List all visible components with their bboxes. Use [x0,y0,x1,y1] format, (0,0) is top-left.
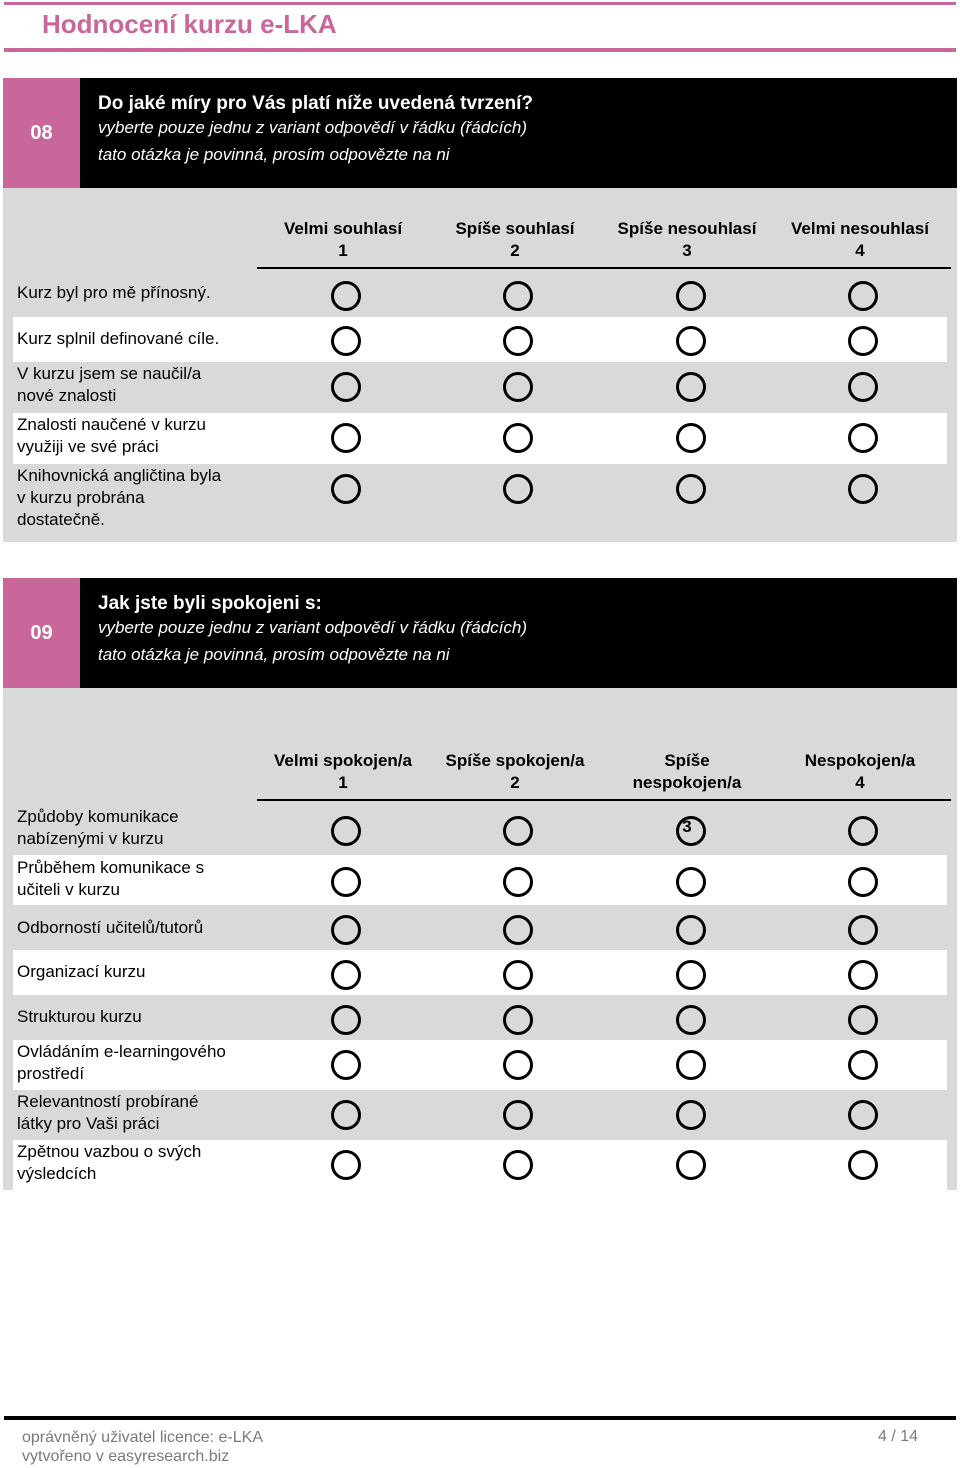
question-required-note: tato otázka je povinná, prosím odpovězte na ni [98,645,450,664]
row-label: Kurz byl pro mě přínosný. [17,283,211,302]
question-title: Jak jste byli spokojeni s: [98,593,322,614]
question-title: Do jaké míry pro Vás platí níže uvedená tvrzení? [98,93,534,114]
radio-option-1[interactable] [331,1005,361,1035]
footer-created: vytvořeno v easyresearch.biz [22,1448,230,1465]
row-label: Průběhem komunikace s učiteli v kurzu [17,858,205,899]
radio-option-1[interactable] [331,326,361,356]
matrix-row [13,362,947,413]
row-label: Knihovnická angličtina byla v kurzu probrána dostatečně. [17,466,222,529]
matrix-row [13,317,947,362]
column-header-3 [601,218,773,262]
radio-option-1[interactable] [331,816,361,846]
matrix-row [13,950,947,995]
column-label: Spíše souhlasí [455,219,575,238]
question-09 [3,578,957,1190]
radio-option-4[interactable] [848,1150,878,1180]
radio-option-1[interactable] [331,474,361,504]
radio-option-4[interactable] [848,1100,878,1130]
column-number: 1 [338,773,348,792]
column-number: 4 [855,241,865,260]
radio-option-1[interactable] [331,915,361,945]
column-number: 2 [510,241,520,260]
radio-option-4[interactable] [848,1005,878,1035]
column-number: 1 [338,241,348,260]
matrix-row [13,1140,947,1190]
radio-option-4[interactable] [848,867,878,897]
column-number: 3 [682,817,692,836]
radio-option-4[interactable] [848,960,878,990]
radio-option-2[interactable] [503,1150,533,1180]
question-08 [3,78,957,542]
question-instruction: vyberte pouze jednu z variant odpovědí v řádku (řádcích) [98,118,528,137]
radio-option-3[interactable] [676,372,706,402]
radio-option-1[interactable] [331,1050,361,1080]
radio-option-3[interactable] [676,1050,706,1080]
radio-option-2[interactable] [503,423,533,453]
column-header-2 [429,750,601,794]
column-header-rule [257,267,951,269]
column-header-2 [429,218,601,262]
column-header-4 [774,750,946,794]
radio-option-1[interactable] [331,372,361,402]
column-header-4 [774,218,946,262]
column-header-1 [257,750,429,794]
question-header [3,78,957,188]
matrix-row [13,464,947,534]
footer-page-number: 4 / 14 [877,1428,918,1445]
radio-option-2[interactable] [503,915,533,945]
radio-option-3[interactable] [676,1005,706,1035]
radio-option-2[interactable] [503,1005,533,1035]
radio-option-2[interactable] [503,960,533,990]
row-label: Způdoby komunikace nabízenými v kurzu [17,807,179,848]
matrix-row [13,1040,947,1090]
radio-option-2[interactable] [503,326,533,356]
radio-option-2[interactable] [503,474,533,504]
page-title: Hodnocení kurzu e-LKA [42,9,337,39]
radio-option-3[interactable] [676,326,706,356]
column-label: Nespokojen/a [804,751,916,770]
question-instruction: vyberte pouze jednu z variant odpovědí v řádku (řádcích) [98,618,528,637]
radio-option-1[interactable] [331,867,361,897]
question-number: 09 [3,578,80,688]
radio-option-3[interactable] [676,816,706,846]
footer-rule [4,1416,956,1420]
top-accent-rule-upper [4,2,956,5]
matrix-row [13,804,947,855]
column-label: Velmi nesouhlasí [791,219,929,238]
row-label: Zpětnou vazbou o svých výsledcích [17,1142,202,1183]
column-label: Velmi spokojen/a [274,751,412,770]
radio-option-1[interactable] [331,281,361,311]
row-label: Ovládáním e-learningového prostředí [17,1042,226,1083]
column-label: Spíše nesouhlasí [617,219,757,238]
column-number: 2 [510,773,520,792]
row-label: Strukturou kurzu [17,1007,142,1026]
radio-option-4[interactable] [848,816,878,846]
row-label: V kurzu jsem se naučil/a nové znalosti [17,364,202,405]
radio-option-4[interactable] [848,423,878,453]
radio-option-3[interactable] [676,474,706,504]
column-header-rule [257,799,951,801]
matrix-row [13,1090,947,1140]
column-header-1 [257,218,429,262]
column-number: 4 [855,773,865,792]
radio-option-1[interactable] [331,1100,361,1130]
radio-option-3[interactable] [676,281,706,311]
radio-option-3[interactable] [676,1150,706,1180]
matrix-row [13,995,947,1040]
radio-option-3[interactable] [676,1100,706,1130]
radio-option-2[interactable] [503,1050,533,1080]
question-number: 08 [3,78,80,188]
top-accent-rule-lower [4,48,956,52]
row-label: Kurz splnil definované cíle. [17,329,220,348]
column-label: Velmi souhlasí [283,219,403,238]
radio-option-4[interactable] [848,915,878,945]
question-required-note: tato otázka je povinná, prosím odpovězte na ni [98,145,450,164]
row-label: Znalosti naučené v kurzu využiji ve své práci [17,415,206,456]
row-label: Odborností učitelů/tutorů [17,918,204,937]
radio-option-2[interactable] [503,816,533,846]
question-text [98,92,533,167]
radio-option-3[interactable] [676,867,706,897]
footer-license: oprávněný uživatel licence: e-LKA [22,1429,264,1446]
radio-option-2[interactable] [503,372,533,402]
radio-option-3[interactable] [676,423,706,453]
radio-option-2[interactable] [503,867,533,897]
radio-option-1[interactable] [331,423,361,453]
radio-option-1[interactable] [331,960,361,990]
question-text [98,592,527,667]
matrix-row [13,905,947,950]
radio-option-2[interactable] [503,1100,533,1130]
radio-option-3[interactable] [676,960,706,990]
row-label: Relevantností probírané látky pro Vaši práci [17,1092,199,1133]
radio-option-4[interactable] [848,281,878,311]
row-label: Organizací kurzu [17,962,146,981]
column-label: Spíše nespokojen/a [632,751,742,792]
radio-option-4[interactable] [848,474,878,504]
radio-option-3[interactable] [676,915,706,945]
matrix-row [13,855,947,905]
matrix-row [13,413,947,464]
radio-option-4[interactable] [848,326,878,356]
column-label: Spíše spokojen/a [445,751,585,770]
radio-option-2[interactable] [503,281,533,311]
question-matrix [3,688,957,1190]
question-header [3,578,957,688]
radio-option-1[interactable] [331,1150,361,1180]
radio-option-4[interactable] [848,1050,878,1080]
radio-option-4[interactable] [848,372,878,402]
matrix-row [13,272,947,317]
question-matrix [3,188,957,542]
column-number: 3 [682,241,692,260]
